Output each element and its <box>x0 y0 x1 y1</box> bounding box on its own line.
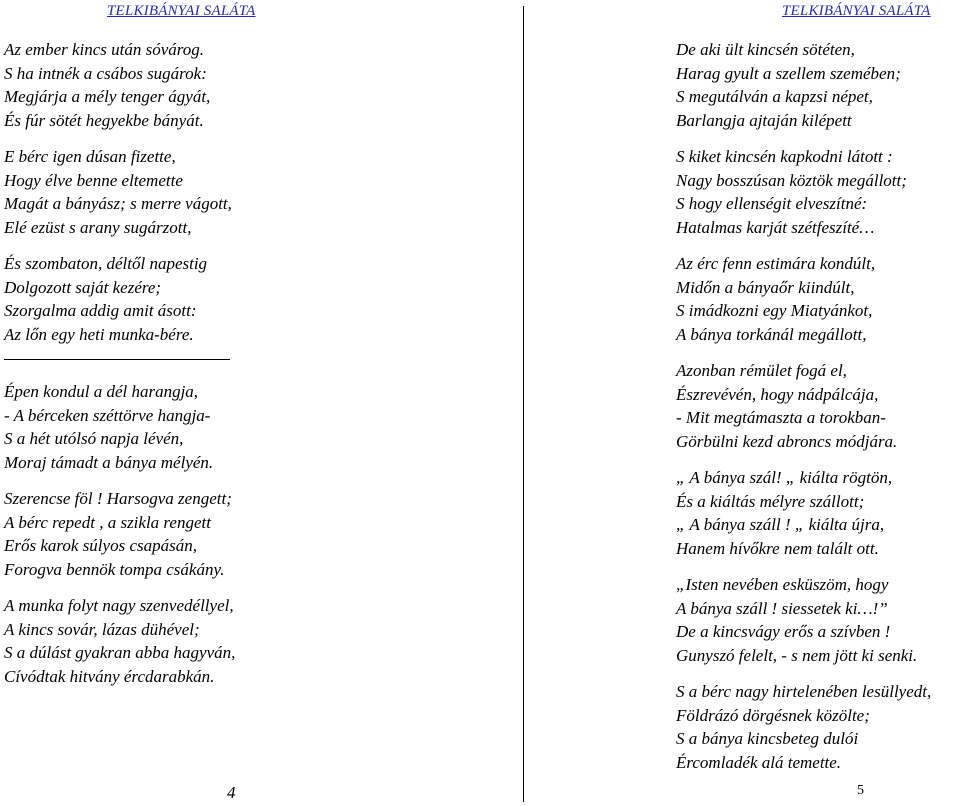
left-poem-top <box>4 38 235 346</box>
stanza <box>4 145 235 239</box>
poem-line: „ A bánya száll ! „ kiálta újra, <box>676 515 885 534</box>
right-page-number: 5 <box>857 783 864 798</box>
poem-line: S a hét utólsó napja lévén, <box>4 429 184 448</box>
poem-line: Hogy élve benne eltemette <box>4 170 183 190</box>
poem-line: S ha intnék a csábos sugárok: <box>4 63 207 83</box>
left-page-number: 4 <box>227 783 236 802</box>
left-page-header: TELKIBÁNYAI SALÁTA <box>107 3 256 19</box>
poem-line: Barlangja ajtaján kilépett <box>676 110 852 130</box>
poem-line: Azonban rémület fogá el, <box>676 361 847 380</box>
section-separator <box>4 359 230 360</box>
poem-line: S kiket kincsén kapkodni látott : <box>676 147 893 166</box>
poem-line: Az lőn egy heti munka-bére. <box>4 324 194 344</box>
stanza <box>4 380 235 474</box>
right-page <box>524 0 960 806</box>
right-page-header: TELKIBÁNYAI SALÁTA <box>782 3 931 19</box>
poem-line: És a kiáltás mélyre szállott; <box>676 491 865 511</box>
stanza <box>676 359 931 453</box>
poem-line: - A bérceken széttörve hangja- <box>4 405 211 425</box>
poem-line: S a bánya kincsbeteg dulói <box>676 729 859 748</box>
poem-line: Megjárja a mély tenger ágyát, <box>4 87 211 106</box>
poem-line: A bérc repedt , a szikla rengett <box>4 512 211 532</box>
poem-line: A munka folyt nagy szenvedéllyel, <box>4 596 234 615</box>
poem-line: Dolgozott saját kezére; <box>4 277 162 297</box>
poem-line: A bánya torkánál megállott, <box>676 324 867 344</box>
stanza <box>676 573 931 667</box>
poem-line: „ A bánya szál! „ kiálta rögtön, <box>676 468 893 487</box>
left-poem <box>4 38 235 701</box>
poem-line: Cívódtak hitvány ércdarabkán. <box>4 666 215 686</box>
stanza <box>4 252 235 346</box>
poem-line: Szorgalma addig amit ásott: <box>4 301 197 320</box>
poem-line: Erős karok súlyos csapásán, <box>4 536 197 555</box>
poem-line: S a bérc nagy hirtelenében lesüllyedt, <box>676 682 932 701</box>
poem-line: Szerencse föl ! Harsogva zengett; <box>4 489 232 508</box>
left-poem-bottom <box>4 380 235 688</box>
poem-line: Épen kondul a dél harangja, <box>4 382 199 401</box>
poem-line: Hanem hívőkre nem talált ott. <box>676 538 879 558</box>
stanza <box>676 145 931 239</box>
poem-line: Az érc fenn estimára kondúlt, <box>676 254 876 273</box>
poem-line: Földrázó dörgésnek közölte; <box>676 705 870 725</box>
right-poem <box>676 38 931 787</box>
stanza <box>676 252 931 346</box>
stanza <box>4 594 235 688</box>
poem-line: S a dúlást gyakran abba hagyván, <box>4 643 236 662</box>
poem-line: S megutálván a kapzsi népet, <box>676 87 873 106</box>
poem-line: Nagy bosszúsan köztök megállott; <box>676 170 907 190</box>
poem-line: Ércomladék alá temette. <box>676 752 842 772</box>
poem-line: Gunyszó felelt, - s nem jött ki senki. <box>676 645 918 665</box>
poem-line: Az ember kincs után sóvárog. <box>4 40 205 59</box>
stanza <box>4 38 235 132</box>
stanza <box>676 680 931 774</box>
poem-line: Moraj támadt a bánya mélyén. <box>4 452 214 472</box>
poem-line: „Isten nevében esküszöm, hogy <box>676 575 889 594</box>
poem-line: A kincs sovár, lázas dühével; <box>4 619 200 639</box>
poem-line: S imádkozni egy Miatyánkot, <box>676 301 873 320</box>
poem-line: Harag gyult a szellem szemében; <box>676 63 901 83</box>
poem-line: S hogy ellenségit elveszítné: <box>676 194 868 213</box>
right-poem-stanzas <box>676 38 931 774</box>
poem-line: Forogva bennök tompa csákány. <box>4 559 225 579</box>
stanza <box>4 487 235 581</box>
stanza <box>676 38 931 132</box>
poem-line: És szombaton, déltől napestig <box>4 254 208 273</box>
poem-line: Hatalmas karját szétfeszíté… <box>676 217 875 237</box>
poem-line: Görbülni kezd abroncs módjára. <box>676 431 898 451</box>
poem-line: A bánya száll ! siessetek ki…!” <box>676 598 888 618</box>
poem-line: - Mit megtámaszta a torokban- <box>676 408 886 427</box>
poem-line: De a kincsvágy erős a szívben ! <box>676 622 891 641</box>
poem-line: És fúr sötét hegyekbe bányát. <box>4 110 204 130</box>
poem-line: De aki ült kincsén sötéten, <box>676 40 855 59</box>
poem-line: E bérc igen dúsan fizette, <box>4 147 176 166</box>
stanza <box>676 466 931 560</box>
poem-line: Elé ezüst s arany sugárzott, <box>4 217 192 237</box>
poem-line: Észrevévén, hogy nádpálcája, <box>676 384 879 404</box>
poem-line: Magát a bányász; s merre vágott, <box>4 194 232 213</box>
poem-line: Midőn a bányaőr kiindúlt, <box>676 277 855 297</box>
